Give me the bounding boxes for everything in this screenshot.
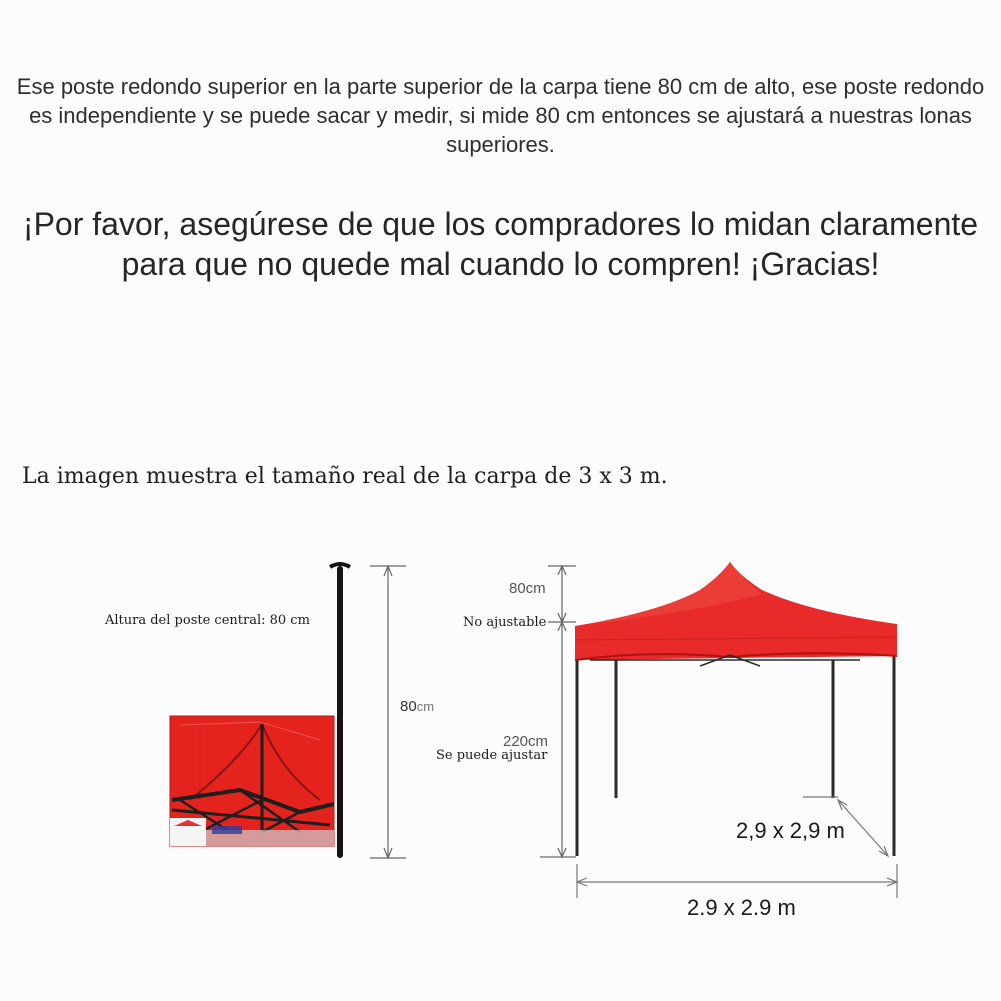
pole-height-value [400, 698, 434, 715]
diagonal-size-label: 2,9 x 2,9 m [736, 818, 845, 843]
tent-canopy [575, 562, 897, 666]
leg-height-label: 220cm [503, 733, 549, 750]
diagram-caption: La imagen muestra el tamaño real de la carpa de 3 x 3 m. [22, 464, 668, 489]
pole-height-unit: cm [416, 699, 435, 714]
top-not-adjustable-label: No ajustable [463, 615, 547, 630]
pole-height-label: Altura del poste central: 80 cm [105, 613, 310, 628]
intro-text: Ese poste redondo superior en la parte superior de la carpa tiene 80 cm de alto, ese poste redondo es independiente y se puede sacar y medir, si mide 80 cm entonces se ajustará a nuestras lonas superiores. [16, 74, 985, 157]
canopy-underside-photo [170, 716, 334, 846]
tent-height-dimension [540, 566, 576, 857]
leg-adjustable-label: Se puede ajustar [436, 748, 548, 763]
pole-height-number: 80 [400, 698, 417, 715]
top-height-label: 80cm [509, 580, 546, 597]
base-size-label: 2.9 x 2.9 m [687, 895, 796, 920]
base-width-dimension [577, 864, 897, 898]
plea-text: ¡Por favor, asegúrese de que los compradores lo midan claramente para que no quede mal cuando lo compren! ¡Gracias! [22, 206, 979, 282]
